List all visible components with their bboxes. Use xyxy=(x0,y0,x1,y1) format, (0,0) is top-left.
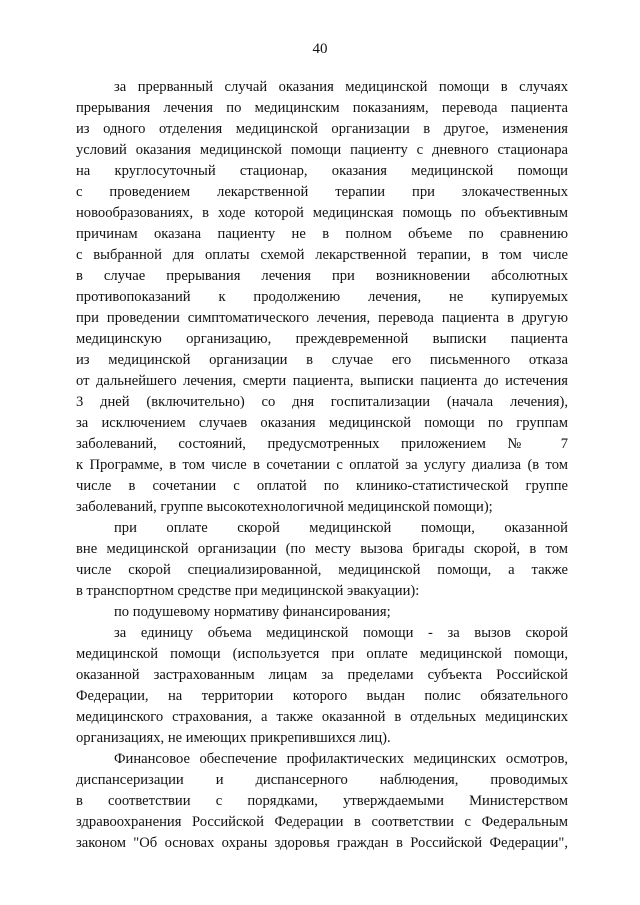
page-number: 40 xyxy=(312,41,328,57)
text-line: медицинской помощи (используется при оплате медицинской помощи, xyxy=(76,646,568,662)
text-line: при проведении симптоматического лечения, перевода пациента в другую xyxy=(76,310,568,326)
body-text xyxy=(76,77,568,854)
text-line: с выбранной для оплаты схемой лекарственной терапии, в том числе xyxy=(76,247,568,263)
text-line: здравоохранения Российской Федерации в соответствии с Федеральным xyxy=(76,814,568,830)
text-line: к Программе, в том числе в сочетании с оплатой за услугу диализа (в том xyxy=(76,457,568,473)
text-line: организациях, не имеющих прикрепившихся лиц). xyxy=(76,730,391,746)
text-line: Финансовое обеспечение профилактических медицинских осмотров, xyxy=(114,751,568,767)
text-line: 3 дней (включительно) со дня госпитализации (начала лечения), xyxy=(76,394,568,410)
text-line: в соответствии с порядками, утверждаемыми Министерством xyxy=(76,793,568,809)
text-line: прерывания лечения по медицинским показаниям, перевода пациента xyxy=(76,100,568,116)
text-line: от дальнейшего лечения, смерти пациента, выписки пациента до истечения xyxy=(76,373,568,389)
text-line: числе скорой специализированной, медицинской помощи, а также xyxy=(76,562,568,578)
text-line: причинам оказана пациенту не в полном объеме по сравнению xyxy=(76,226,568,242)
text-line: оказанной застрахованным лицам за пределами субъекта Российской xyxy=(76,667,568,683)
text-line: вне медицинской организации (по месту вызова бригады скорой, в том xyxy=(76,541,568,557)
text-line: при оплате скорой медицинской помощи, оказанной xyxy=(114,520,568,536)
text-line: за исключением случаев оказания медицинской помощи по группам xyxy=(76,415,568,431)
text-line: диспансеризации и диспансерного наблюдения, проводимых xyxy=(76,772,568,788)
text-line: по подушевому нормативу финансирования; xyxy=(114,604,391,620)
text-line: законом "Об основах охраны здоровья граждан в Российской Федерации", xyxy=(76,835,568,851)
text-line: за единицу объема медицинской помощи - за вызов скорой xyxy=(114,625,568,641)
text-line: медицинского страхования, а также оказанной в отдельных медицинских xyxy=(76,709,568,725)
text-line: медицинскую организацию, преждевременной выписки пациента xyxy=(76,331,568,347)
text-line: заболеваний, состояний, предусмотренных приложением № 7 xyxy=(76,436,568,452)
text-line: из медицинской организации в случае его письменного отказа xyxy=(76,352,568,368)
text-line: в транспортном средстве при медицинской эвакуации): xyxy=(76,583,420,599)
text-line: числе в сочетании с оплатой по клинико-статистической группе xyxy=(76,478,568,494)
text-line: с проведением лекарственной терапии при злокачественных xyxy=(76,184,568,200)
text-line: в случае прерывания лечения при возникновении абсолютных xyxy=(76,268,568,284)
text-line: новообразованиях, в ходе которой медицинская помощь по объективным xyxy=(76,205,568,221)
text-line: заболеваний, группе высокотехнологичной медицинской помощи); xyxy=(76,499,493,515)
text-line: Федерации, на территории которого выдан полис обязательного xyxy=(76,688,568,704)
text-line: на круглосуточный стационар, оказания медицинской помощи xyxy=(76,163,568,179)
text-line: из одного отделения медицинской организации в другое, изменения xyxy=(76,121,568,137)
text-line: противопоказаний к продолжению лечения, не купируемых xyxy=(76,289,568,305)
text-line: за прерванный случай оказания медицинской помощи в случаях xyxy=(114,79,568,95)
text-line: условий оказания медицинской помощи пациенту с дневного стационара xyxy=(76,142,568,158)
